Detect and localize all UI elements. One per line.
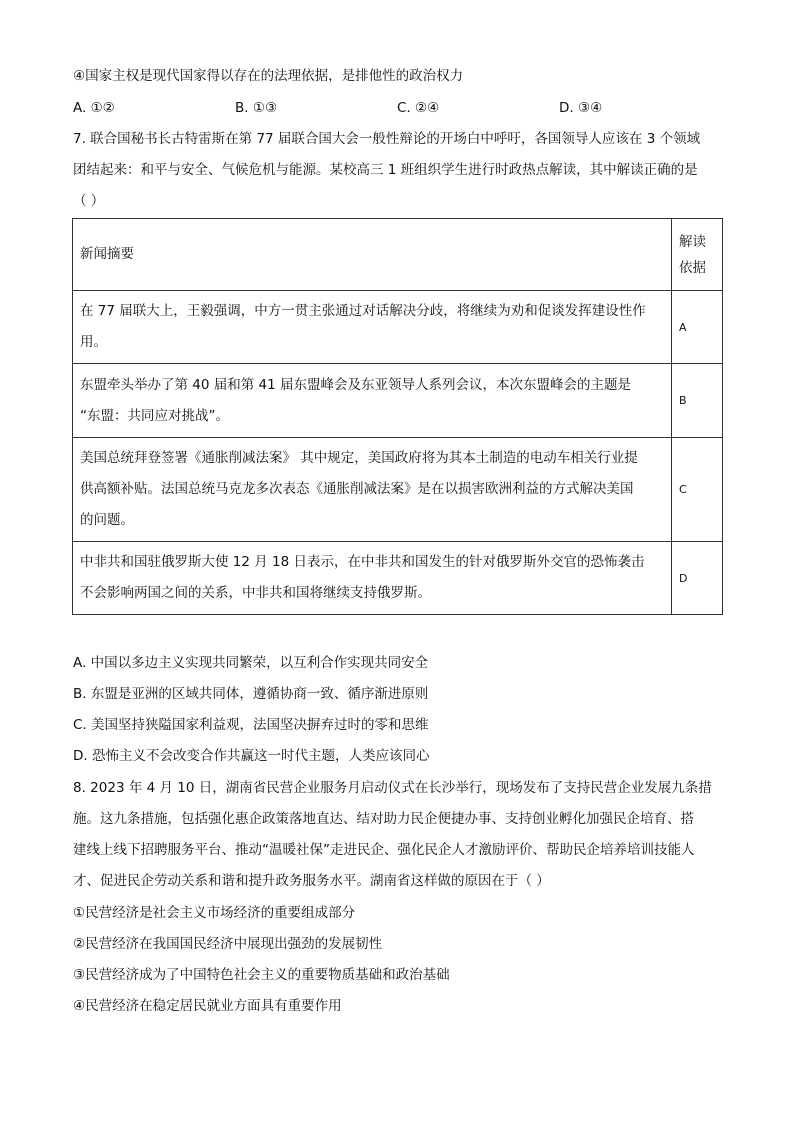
header-basis-line-1: 解读 <box>679 233 706 250</box>
q7-stem-line-3: （ ） <box>73 193 105 209</box>
table-row <box>73 438 723 542</box>
row-a-line-1: 在 77 届联大上，王毅强调，中方一贯主张通过对话解决分歧，将继续为劝和促谈发挥建设性作 <box>80 303 646 319</box>
q6-option-c: C. ②④ <box>397 100 440 116</box>
row-b-line-2: “东盟：共同应对挑战”。 <box>80 407 229 424</box>
q6-statement-4: ④国家主权是现代国家得以存在的法理依据，是排他性的政治权力 <box>73 68 464 84</box>
q6-option-a: A. ①② <box>73 100 115 116</box>
news-table <box>72 218 723 615</box>
row-b-basis: B <box>672 364 723 438</box>
row-d-news <box>73 542 672 615</box>
q8-stem-line-4: 才、促进民企劳动关系和谐和提升政务服务水平。湖南省这样做的原因在于（ ） <box>73 873 550 889</box>
header-news-summary: 新闻摘要 <box>73 219 672 291</box>
row-b-line-1: 东盟牵头举办了第 40 届和第 41 届东盟峰会及东亚领导人系列会议，本次东盟峰会的主题是 <box>80 376 632 393</box>
q6-option-b: B. ①③ <box>235 100 278 116</box>
q7-stem-line-1: 7. 联合国秘书长古特雷斯在第 77 届联合国大会一般性辩论的开场白中呼吁，各国领导人应该在 3 个领域 <box>73 131 701 147</box>
row-a-line-2: 用。 <box>80 334 107 350</box>
q8-stem-line-3: 建线上线下招聘服务平台、推动“温暖社保”走进民企、强化民企人才激励评价、帮助民企培养培训技能人 <box>73 842 695 858</box>
header-basis <box>672 219 723 291</box>
q8-statement-1: ①民营经济是社会主义市场经济的重要组成部分 <box>73 905 356 921</box>
row-c-news <box>73 438 672 542</box>
q8-statement-2: ②民营经济在我国国民经济中展现出强劲的发展韧性 <box>73 936 383 952</box>
table-header-row <box>73 219 723 291</box>
row-c-line-3: 的问题。 <box>80 512 134 528</box>
row-a-news <box>73 291 672 364</box>
q8-stem-line-1: 8. 2023 年 4 月 10 日，湖南省民营企业服务月启动仪式在长沙举行，现场发布了支持民营企业发展九条措 <box>73 780 712 796</box>
q6-option-d: D. ③④ <box>559 100 603 116</box>
row-b-news <box>73 364 672 438</box>
row-a-basis: A <box>672 291 723 364</box>
q8-stem-line-2: 施。这九条措施，包括强化惠企政策落地直达、结对助力民企便捷办事、支持创业孵化加强民企培育、搭 <box>73 811 694 827</box>
table-row <box>73 364 723 438</box>
row-c-basis: C <box>672 438 723 542</box>
row-c-line-2: 供高额补贴。法国总统马克龙多次表态《通胀削减法案》是在以损害欧洲利益的方式解决美国 <box>80 481 634 497</box>
row-d-line-1: 中非共和国驻俄罗斯大使 12 月 18 日表示，在中非共和国发生的针对俄罗斯外交官的恐怖袭击 <box>80 554 645 570</box>
row-c-line-1: 美国总统拜登签署《通胀削减法案》 其中规定，美国政府将为其本土制造的电动车相关行业提 <box>80 450 638 466</box>
q7-option-c: C. 美国坚持狭隘国家利益观，法国坚决摒弃过时的零和思维 <box>73 717 429 733</box>
q8-statement-4: ④民营经济在稳定居民就业方面具有重要作用 <box>73 998 342 1014</box>
q7-option-a: A. 中国以多边主义实现共同繁荣，以互利合作实现共同安全 <box>73 655 429 671</box>
header-basis-line-2: 依据 <box>679 259 706 276</box>
table-row <box>73 291 723 364</box>
q7-option-b: B. 东盟是亚洲的区域共同体，遵循协商一致、循序渐进原则 <box>73 686 429 702</box>
q7-stem-line-2: 团结起来：和平与安全、气候危机与能源。某校高三 1 班组织学生进行时政热点解读，其中解读正确的是 <box>73 162 698 178</box>
q8-statement-3: ③民营经济成为了中国特色社会主义的重要物质基础和政治基础 <box>73 967 450 983</box>
table-row <box>73 542 723 615</box>
q7-option-d: D. 恐怖主义不会改变合作共赢这一时代主题，人类应该同心 <box>73 748 430 764</box>
row-d-basis: D <box>672 542 723 615</box>
row-d-line-2: 不会影响两国之间的关系，中非共和国将继续支持俄罗斯。 <box>80 585 431 601</box>
